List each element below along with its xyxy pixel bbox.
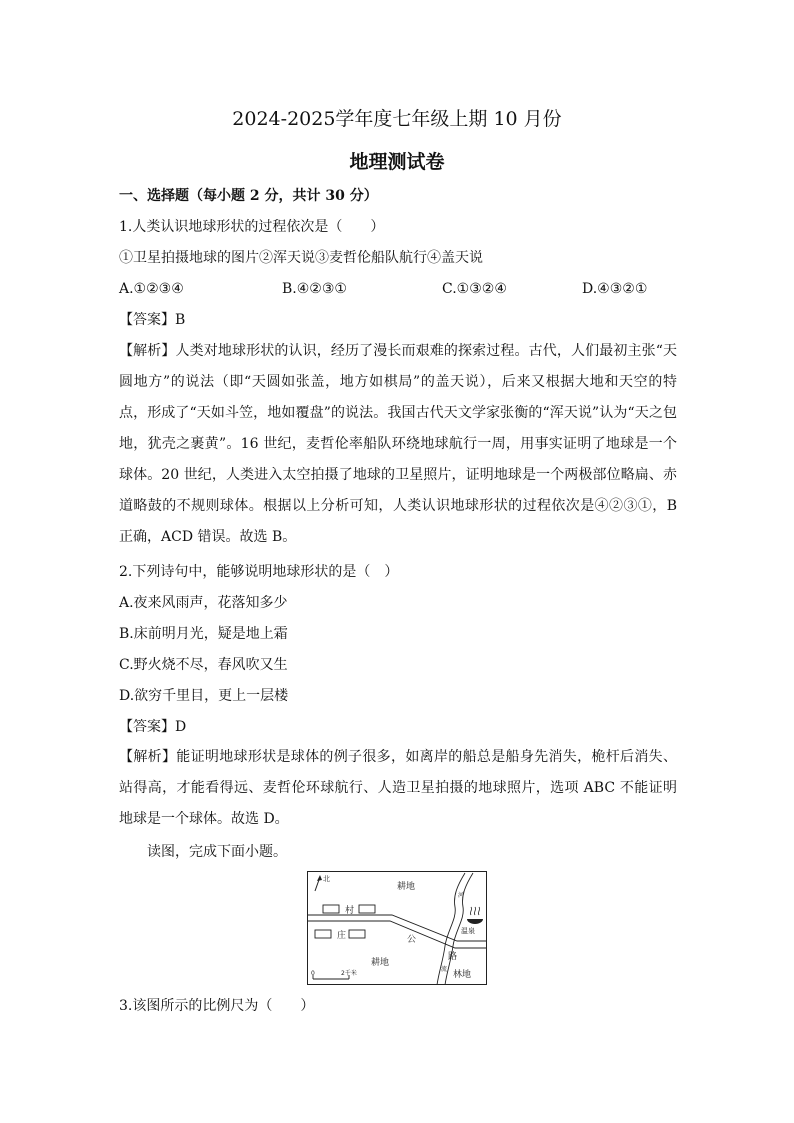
q2-option-d: D.欲穷千里目，更上一层楼 bbox=[119, 688, 289, 704]
scale-length: 2千米 bbox=[341, 970, 357, 977]
village-label: 村 bbox=[345, 906, 355, 916]
analysis-label: 【解析】 bbox=[119, 749, 177, 765]
north-label: 北 bbox=[323, 875, 330, 883]
lu-label: 路 bbox=[448, 952, 458, 962]
house bbox=[323, 905, 339, 913]
scale-zero: 0 bbox=[311, 970, 315, 977]
page-title: 2024-2025学年度七年级上期 10 月份 bbox=[232, 108, 562, 130]
analysis-label: 【解析】 bbox=[119, 343, 176, 359]
q1-option-a: A.①②③④ bbox=[119, 281, 184, 297]
analysis-text: 能证明地球形状是球体的例子很多，如离岸的船总是船身先消失，桅杆后消失、站得高，才能看得远、麦哲伦环球航行、人造卫星拍摄的地球照片，选项 ABC 不能证明地球是一个球体。故选 D。 bbox=[119, 749, 678, 827]
gong-label: 公 bbox=[407, 935, 417, 945]
q2-option-b: B.床前明月光，疑是地上霜 bbox=[119, 626, 288, 642]
q2-option-c: C.野火烧不尽，春风吹又生 bbox=[119, 657, 288, 673]
q2-answer: 【答案】D bbox=[119, 719, 187, 735]
q2-option-a: A.夜来风雨声，花落知多少 bbox=[119, 595, 288, 611]
analysis-text: 人类对地球形状的认识，经历了漫长而艰难的探索过程。古代，人们最初主张“天圆地方”的说法（即“天圆如张盖，地方如棋局”的盖天说），后来又根据大地和天空的特点，形成了“天如斗笠，地如覆盘”的说法。我国古代天文学家张衡的“浑天说”认为“天之包地，犹壳之裹黄”。16 世纪，麦哲伦率船队环绕地球航行一周，用事实证明了地球是一个球体。20 世纪，人类进入太空拍摄了地球的卫星照片，证明地球是一个两极部位略扁、赤道略鼓的不规则球体。根据以上分析可知，人类认识地球形状的过程依次是④②③①，B 正确，ACD 错误。故选 B。 bbox=[119, 343, 678, 545]
q1-option-d: D.④③②① bbox=[582, 281, 648, 297]
hot-spring-label: 温泉 bbox=[461, 927, 475, 935]
q2-analysis bbox=[119, 742, 677, 835]
q1-analysis bbox=[119, 336, 677, 553]
house bbox=[359, 905, 375, 913]
q2-stem: 2.下列诗句中，能够说明地球形状的是（ ） bbox=[119, 564, 399, 580]
river-label: 河 bbox=[458, 892, 465, 899]
q3-stem: 3.该图所示的比例尺为（ ） bbox=[119, 998, 315, 1014]
q1-option-c: C.①③②④ bbox=[442, 281, 507, 297]
farmland-bottom-label: 耕地 bbox=[371, 958, 390, 968]
page-subtitle: 地理测试卷 bbox=[349, 151, 445, 173]
q1-stem: 1.人类认识地球形状的过程依次是（ ） bbox=[119, 219, 385, 235]
q1-answer: 【答案】B bbox=[119, 312, 186, 328]
forest-label: 林地 bbox=[453, 970, 472, 980]
section-heading: 一、选择题（每小题 2 分，共计 30 分） bbox=[119, 188, 378, 204]
house bbox=[349, 930, 365, 938]
map-intro: 读图，完成下面小题。 bbox=[147, 844, 287, 860]
q1-option-b: B.④②③① bbox=[282, 281, 347, 297]
zhuang-label: 庄 bbox=[337, 931, 347, 941]
house bbox=[315, 930, 331, 938]
village-map bbox=[307, 871, 487, 985]
flow-label: 流 bbox=[441, 966, 448, 973]
q1-items: ①卫星拍摄地球的图片②浑天说③麦哲伦船队航行④盖天说 bbox=[119, 250, 483, 266]
farmland-top-label: 耕地 bbox=[397, 882, 416, 892]
